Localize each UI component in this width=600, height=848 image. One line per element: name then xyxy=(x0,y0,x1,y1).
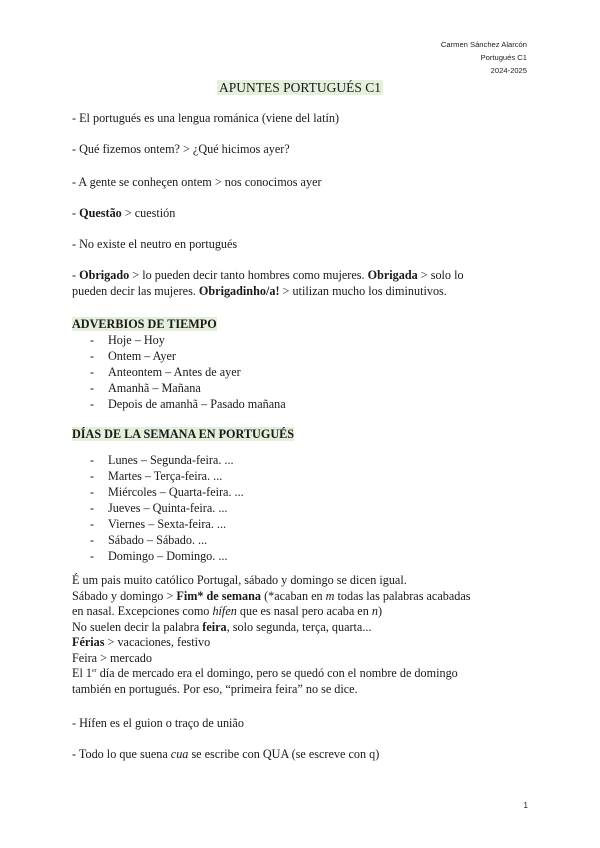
header-subject: Portugués C1 xyxy=(480,53,527,62)
header-year: 2024-2025 xyxy=(490,66,527,75)
para-text: que es nasal pero acaba en xyxy=(236,604,372,618)
paragraph-line xyxy=(72,635,532,651)
note-qua-text: - Todo lo que suena xyxy=(72,747,171,761)
section-heading-adverbios-text: ADVERBIOS DE TIEMPO xyxy=(72,317,217,331)
term-cua: cua xyxy=(170,747,189,761)
note-fizemos: - Qué fizemos ontem? > ¿Qué hicimos ayer? xyxy=(72,142,290,156)
para-text: Sábado y domingo > xyxy=(72,588,177,603)
list-item: - Jueves – Quinta-feira. ... xyxy=(72,500,244,516)
section-heading-dias xyxy=(72,427,532,443)
note-obrigado xyxy=(72,268,532,299)
note-a-gente: - A gente se conheçen ontem > nos conocimos ayer xyxy=(72,175,322,189)
note-romance-language: - El portugués es una lengua románica (viene del latín) xyxy=(72,111,340,125)
paragraph-portugal xyxy=(72,573,532,697)
paragraph-line xyxy=(72,666,532,682)
note-obrigado-line-1 xyxy=(72,268,532,284)
list-item: - Ontem – Ayer xyxy=(72,348,286,364)
document-title xyxy=(0,80,600,96)
term-obrigado: Obrigado xyxy=(79,268,130,282)
note-hifen: - Hífen es el guion o traço de união xyxy=(72,716,244,730)
page-header xyxy=(441,38,527,77)
note-questao-text: > cuestión xyxy=(121,206,176,220)
term-obrigada: Obrigada xyxy=(367,268,418,282)
dias-list xyxy=(72,452,244,564)
paragraph-line: Feira > mercado xyxy=(72,650,152,665)
term-feira: feira xyxy=(202,619,227,634)
note-obrigado-text: > lo pueden decir tanto hombres como mujeres. xyxy=(129,268,368,282)
para-text: > vacaciones, festivo xyxy=(104,635,211,649)
list-item: - Anteontem – Antes de ayer xyxy=(72,364,286,380)
list-item: - Martes – Terça-feira. ... xyxy=(72,468,244,484)
para-text: día de mercado era el domingo, pero se quedó con el nombre de domingo xyxy=(96,666,458,680)
para-superscript: er xyxy=(91,667,97,674)
para-text: (*acaban en xyxy=(261,588,326,603)
note-dash: - xyxy=(72,206,80,220)
list-item: - Domingo – Domingo. ... xyxy=(72,548,244,564)
list-item: - Lunes – Segunda-feira. ... xyxy=(72,452,244,468)
note-obrigado-line-2 xyxy=(72,284,532,300)
para-text: El 1 xyxy=(72,666,92,680)
section-heading-adverbios xyxy=(72,317,532,333)
paragraph-line xyxy=(72,604,532,620)
note-neutro: - No existe el neutro en portugués xyxy=(72,237,238,251)
para-italic: m xyxy=(325,588,335,603)
term-ferias: Férias xyxy=(72,635,105,649)
list-item: - Depois de amanhã – Pasado mañana xyxy=(72,396,286,412)
paragraph-line xyxy=(72,589,532,605)
document-title-text: APUNTES PORTUGUÉS C1 xyxy=(219,80,381,95)
list-item: - Miércoles – Quarta-feira. ... xyxy=(72,484,244,500)
term-obrigadinho: Obrigadinho/a! xyxy=(198,283,280,298)
list-item: - Sábado – Sábado. ... xyxy=(72,532,244,548)
note-qua-text-2: se escribe con QUA (se escreve con q) xyxy=(188,747,380,761)
para-text: , solo segunda, terça, quarta... xyxy=(226,619,372,634)
para-text: ) xyxy=(377,604,382,618)
para-text: en nasal. Excepciones como xyxy=(72,604,213,618)
section-heading-dias-text: DÍAS DE LA SEMANA EN PORTUGUÉS xyxy=(72,427,295,441)
list-item: - Hoje – Hoy xyxy=(72,332,286,348)
paragraph-line xyxy=(72,620,532,636)
note-questao xyxy=(72,206,532,222)
header-author: Carmen Sánchez Alarcón xyxy=(440,40,527,49)
list-item: - Amanhã – Mañana xyxy=(72,380,286,396)
paragraph-line: É um pais muito católico Portugal, sábado y domingo se dicen igual. xyxy=(72,573,407,587)
note-obrigada-text: > solo lo xyxy=(417,268,464,282)
page-number: 1 xyxy=(523,801,528,810)
term-questao: Questão xyxy=(79,206,122,220)
note-obrigada-text-2: pueden decir las mujeres. xyxy=(72,283,199,298)
list-item: - Viernes – Sexta-feira. ... xyxy=(72,516,244,532)
para-text: No suelen decir la palabra xyxy=(72,619,203,634)
paragraph-line: también en portugués. Por eso, “primeira feira” no se dice. xyxy=(72,681,358,696)
note-qua xyxy=(72,747,532,763)
adverbios-list xyxy=(72,332,286,412)
para-italic: n xyxy=(371,604,378,618)
term-fim-de-semana: Fim* de semana xyxy=(176,588,262,603)
note-dash: - xyxy=(72,268,80,282)
term-hifen: hífen xyxy=(212,604,237,618)
para-text: todas las palabras acabadas xyxy=(334,588,471,603)
note-diminutivos-text: > utilizan mucho los diminutivos. xyxy=(279,283,447,298)
